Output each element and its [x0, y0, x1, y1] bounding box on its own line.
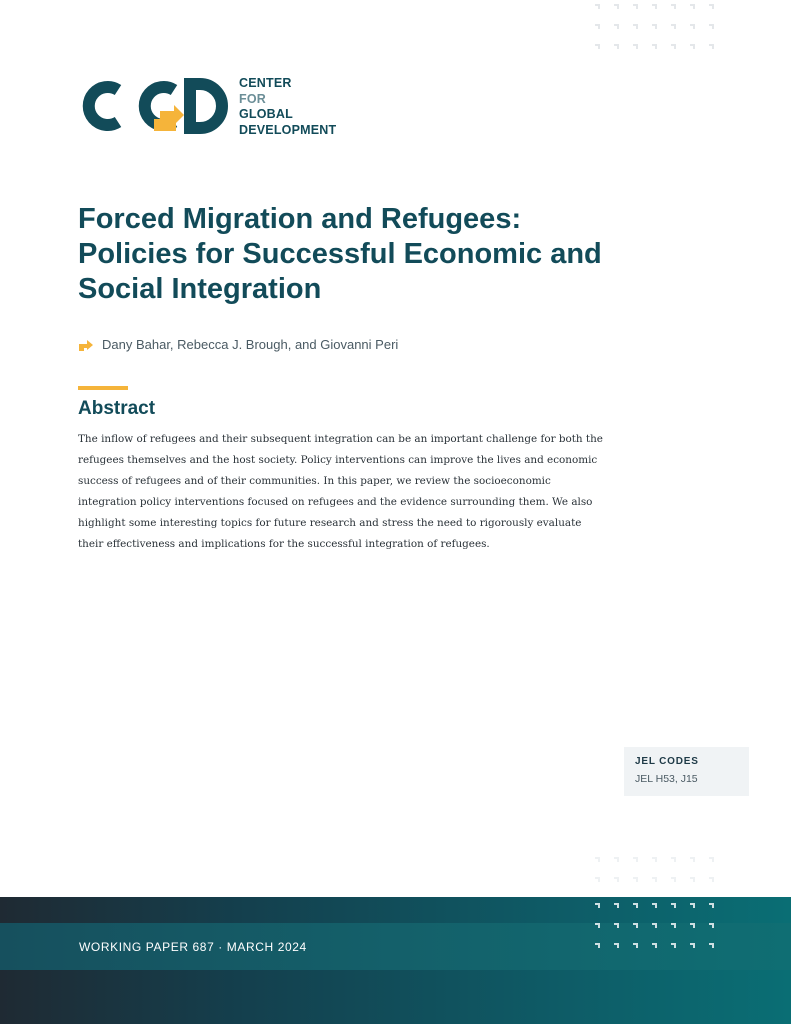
grid-dot	[595, 903, 600, 908]
grid-dot	[671, 903, 676, 908]
grid-dot	[690, 44, 695, 49]
grid-dot	[709, 877, 714, 882]
abstract-body: The inflow of refugees and their subsequent integration can be an important challenge for both the refugees themselves and the host society. Policy interventions can improve the lives and economic success of refugees and of their communities. In this paper, we review the socioeconomic integration policy interventions focused on refugees and the evidence surrounding them. We also highlight some interesting topics for future research and stress the need to rigorously evaluate their effectiveness and implications for the successful integration of refugees.	[78, 433, 603, 550]
jel-heading: JEL CODES	[635, 756, 699, 767]
grid-dot	[652, 877, 657, 882]
grid-dot	[709, 903, 714, 908]
grid-dot	[671, 4, 676, 9]
grid-dot	[633, 943, 638, 948]
grid-dot	[709, 857, 714, 862]
grid-dot	[690, 4, 695, 9]
grid-dot	[595, 923, 600, 928]
grid-dot	[595, 24, 600, 29]
section-accent-rule	[78, 386, 128, 390]
authors: Dany Bahar, Rebecca J. Brough, and Giovanni Peri	[102, 337, 399, 352]
decorative-dot-grid-fade	[595, 857, 715, 902]
grid-dot	[652, 943, 657, 948]
grid-dot	[652, 44, 657, 49]
grid-dot	[652, 903, 657, 908]
grid-dot	[614, 4, 619, 9]
arrow-bullet-icon	[78, 338, 94, 352]
grid-dot	[633, 923, 638, 928]
grid-dot	[709, 44, 714, 49]
grid-dot	[595, 943, 600, 948]
grid-dot	[690, 923, 695, 928]
grid-dot	[709, 923, 714, 928]
grid-dot	[671, 943, 676, 948]
logo-line-center: CENTER	[239, 76, 292, 90]
grid-dot	[614, 44, 619, 49]
jel-codes-box	[624, 747, 749, 796]
grid-dot	[652, 923, 657, 928]
grid-dot	[614, 877, 619, 882]
grid-dot	[690, 857, 695, 862]
grid-dot	[671, 24, 676, 29]
grid-dot	[633, 903, 638, 908]
grid-dot	[633, 4, 638, 9]
grid-dot	[633, 24, 638, 29]
grid-dot	[614, 857, 619, 862]
grid-dot	[633, 857, 638, 862]
logo-line-development: DEVELOPMENT	[239, 122, 337, 137]
decorative-dot-grid-top	[595, 4, 715, 49]
grid-dot	[652, 857, 657, 862]
working-paper-label: WORKING PAPER 687 · MARCH 2024	[79, 940, 307, 954]
grid-dot	[690, 943, 695, 948]
grid-dot	[614, 24, 619, 29]
cgd-logo-mark	[78, 75, 228, 137]
grid-dot	[595, 857, 600, 862]
grid-dot	[671, 923, 676, 928]
grid-dot	[709, 943, 714, 948]
grid-dot	[690, 877, 695, 882]
grid-dot	[595, 4, 600, 9]
authors-line	[78, 337, 398, 352]
grid-dot	[614, 923, 619, 928]
grid-dot	[690, 24, 695, 29]
abstract-heading: Abstract	[78, 398, 156, 419]
logo-wordmark	[239, 76, 336, 138]
grid-dot	[614, 903, 619, 908]
paper-title: Forced Migration and Refugees: Policies for Successful Economic and Social Integration	[78, 203, 602, 305]
grid-dot	[690, 903, 695, 908]
logo-line-for: FOR	[239, 91, 266, 106]
grid-dot	[652, 4, 657, 9]
logo-line-global: GLOBAL	[239, 107, 293, 121]
grid-dot	[633, 877, 638, 882]
grid-dot	[652, 24, 657, 29]
grid-dot	[671, 44, 676, 49]
grid-dot	[709, 24, 714, 29]
grid-dot	[633, 44, 638, 49]
grid-dot	[614, 943, 619, 948]
jel-codes: JEL H53, J15	[635, 773, 698, 785]
decorative-dot-grid-bottom	[595, 903, 715, 948]
grid-dot	[595, 44, 600, 49]
grid-dot	[671, 877, 676, 882]
grid-dot	[595, 877, 600, 882]
grid-dot	[709, 4, 714, 9]
grid-dot	[671, 857, 676, 862]
